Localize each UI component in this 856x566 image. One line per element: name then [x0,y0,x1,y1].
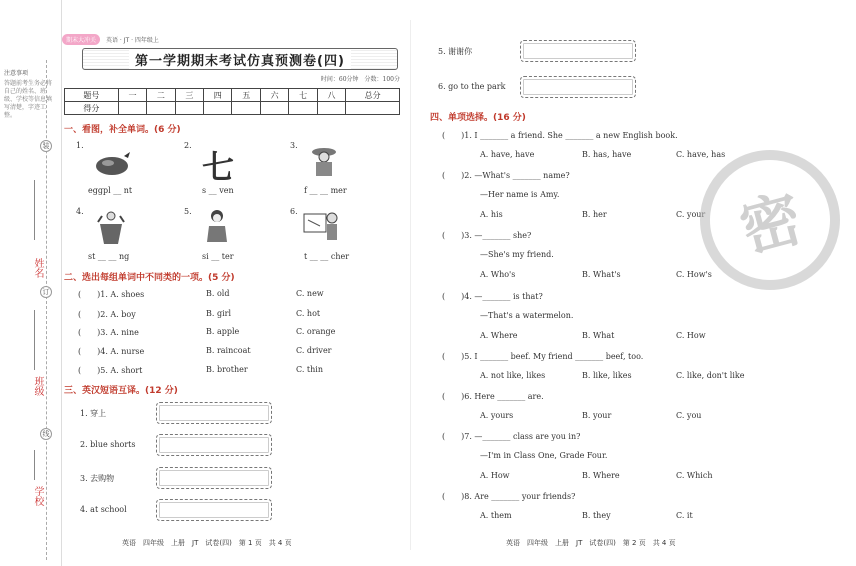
choice-option: C. hot [296,309,321,318]
answer-box[interactable] [156,467,272,489]
mc-question[interactable]: ( )3. —_______ she? [442,231,532,240]
choice-question[interactable]: ( )4. A. nurse [78,347,145,356]
section1-heading: 一、看图，补全单词。(6 分) [64,125,181,135]
score-input[interactable] [147,102,175,115]
translate-prompt: 6. go to the park [438,82,506,91]
translate-prompt: 1. 穿上 [80,409,107,418]
binding-margin [0,0,62,566]
section4-heading: 四、单项选择。(16 分) [430,113,526,123]
mc-option[interactable]: A. yours [480,411,514,420]
score-cell: 三 [175,89,203,102]
translate-prompt: 5. 谢谢你 [438,47,473,56]
mc-question[interactable]: ( )1. I _______ a friend. She _______ a new English book. [442,131,678,140]
mc-dialog: —She's my friend. [480,250,554,259]
mc-option[interactable]: C. How's [676,270,712,279]
missing-word[interactable]: eggpl __ nt [88,186,133,195]
mc-question[interactable]: ( )5. I _______ beef. My friend _______ beef, too. [442,352,644,361]
score-cell: 二 [147,89,175,102]
mc-option[interactable]: A. not like, likes [480,371,546,380]
page-title: 第一学期期末考试仿真预测卷(四) [129,50,351,69]
binding-hole: 订 [40,286,52,298]
score-cell: 八 [317,89,345,102]
name-line[interactable] [34,180,35,240]
choice-question[interactable]: ( )2. A. boy [78,310,136,319]
mc-option[interactable]: C. your [676,210,706,219]
choice-option: C. driver [296,346,332,355]
mc-option[interactable]: A. Where [480,331,518,340]
score-input[interactable] [118,102,146,115]
notice-text: 答题前考生务必将自己的姓名、班级、学校等信息填写清楚，字迹工整。 [4,80,53,119]
score-cell: 四 [204,89,232,102]
choice-option: B. girl [206,309,232,318]
section3-heading: 三、英汉短语互译。(12 分) [64,386,178,396]
mc-option[interactable]: A. Who's [480,270,516,279]
mc-option[interactable]: C. it [676,511,693,520]
answer-box[interactable] [156,402,272,424]
seven-icon: 七 [202,148,235,186]
mc-option[interactable]: B. they [582,511,611,520]
mc-dialog: —Her name is Amy. [480,190,560,199]
school-label: 学校 [32,486,43,506]
item-number: 6. [290,207,298,216]
mc-option[interactable]: C. like, don't like [676,371,745,380]
notice-title: 注意事项 [4,70,29,77]
teacher-icon [302,210,342,244]
missing-word[interactable]: t __ __ cher [304,252,350,261]
header-tag: 期末大冲关 [62,34,100,45]
mc-option[interactable]: A. have, have [480,150,535,159]
choice-option: B. old [206,289,230,298]
title-box [82,48,398,70]
choice-option: C. new [296,289,324,298]
score-table [64,88,400,115]
score-input[interactable] [289,102,317,115]
score-input[interactable] [260,102,288,115]
binding-dashline [46,60,47,560]
score-cell: 五 [232,89,260,102]
translate-prompt: 4. at school [80,505,127,514]
mc-dialog: —I'm in Class One, Grade Four. [480,451,608,460]
missing-word[interactable]: st __ __ ng [88,252,130,261]
binding-hole: 装 [40,140,52,152]
mc-question[interactable]: ( )8. Are _______ your friends? [442,492,576,501]
missing-word[interactable]: si __ ter [202,252,234,261]
mc-option[interactable]: C. Which [676,471,713,480]
exam-meta: 时间：60分钟 分数：100分 [320,76,400,83]
score-header-row [65,89,400,102]
mc-option[interactable]: B. has, have [582,150,632,159]
translate-prompt: 2. blue shorts [80,440,136,449]
strong-icon [96,210,126,246]
answer-box[interactable] [520,76,636,98]
mc-option[interactable]: A. his [480,210,503,219]
score-input[interactable] [346,102,400,115]
mc-option[interactable]: B. your [582,411,612,420]
section2-heading: 二、选出每组单词中不同类的一项。(5 分) [64,273,235,283]
answer-box[interactable] [156,434,272,456]
score-cell: 总分 [346,89,400,102]
score-cell: 一 [118,89,146,102]
choice-question[interactable]: ( )5. A. short [78,366,143,375]
sister-icon [206,208,228,246]
item-number: 3. [290,141,298,150]
watermark-stamp: 密 [684,134,855,305]
class-line[interactable] [34,310,35,370]
mc-option[interactable]: C. How [676,331,706,340]
score-input[interactable] [317,102,345,115]
item-number: 5. [184,207,192,216]
mc-option[interactable]: B. like, likes [582,371,632,380]
choice-option: C. thin [296,365,323,374]
mc-option[interactable]: A. How [480,471,510,480]
header-subject: 英语 · JT · 四年级上 [106,37,159,44]
header-bar [62,34,398,45]
score-cell: 七 [289,89,317,102]
binding-hole: 线 [40,428,52,440]
choice-question[interactable]: ( )3. A. nine [78,328,139,337]
mc-question[interactable]: ( )6. Here _______ are. [442,392,544,401]
item-number: 2. [184,141,192,150]
left-page [62,0,406,566]
score-input[interactable] [232,102,260,115]
score-cell: 六 [260,89,288,102]
answer-box[interactable] [156,499,272,521]
missing-word[interactable]: f __ __ mer [304,186,347,195]
score-label: 得分 [65,102,119,115]
mc-option[interactable]: C. have, has [676,150,726,159]
mc-option[interactable]: B. What [582,331,615,340]
page-divider [410,20,411,550]
footer-left: 英语 四年级 上册 JT 试卷(四) 第 1 页 共 4 页 [122,539,292,547]
school-line[interactable] [34,450,35,480]
choice-option: B. brother [206,365,248,374]
choice-option: B. raincoat [206,346,251,355]
score-input[interactable] [204,102,232,115]
mc-dialog: —That's a watermelon. [480,311,574,320]
class-label: 班级 [32,376,43,396]
choice-option: C. orange [296,327,336,336]
farmer-icon [306,144,342,178]
item-number: 4. [76,207,84,216]
mc-option[interactable]: C. you [676,411,702,420]
choice-question[interactable]: ( )1. A. shoes [78,290,145,299]
mc-option[interactable]: B. her [582,210,607,219]
mc-option[interactable]: B. Where [582,471,620,480]
answer-box[interactable] [520,40,636,62]
mc-question[interactable]: ( )7. —_______ class are you in? [442,432,581,441]
mc-question[interactable]: ( )4. —_______ is that? [442,292,543,301]
mc-option[interactable]: A. them [480,511,512,520]
mc-option[interactable]: B. What's [582,270,621,279]
name-label: 姓名 [32,258,43,278]
score-value-row [65,102,400,115]
translate-prompt: 3. 去购物 [80,474,115,483]
footer-right: 英语 四年级 上册 JT 试卷(四) 第 2 页 共 4 页 [506,539,676,547]
mc-question[interactable]: ( )2. —What's _______ name? [442,171,570,180]
score-input[interactable] [175,102,203,115]
eggplant-icon [92,146,132,178]
item-number: 1. [76,141,84,150]
missing-word[interactable]: s __ ven [202,186,234,195]
notice-block [4,70,56,120]
score-cell: 题号 [65,89,119,102]
choice-option: B. apple [206,327,240,336]
